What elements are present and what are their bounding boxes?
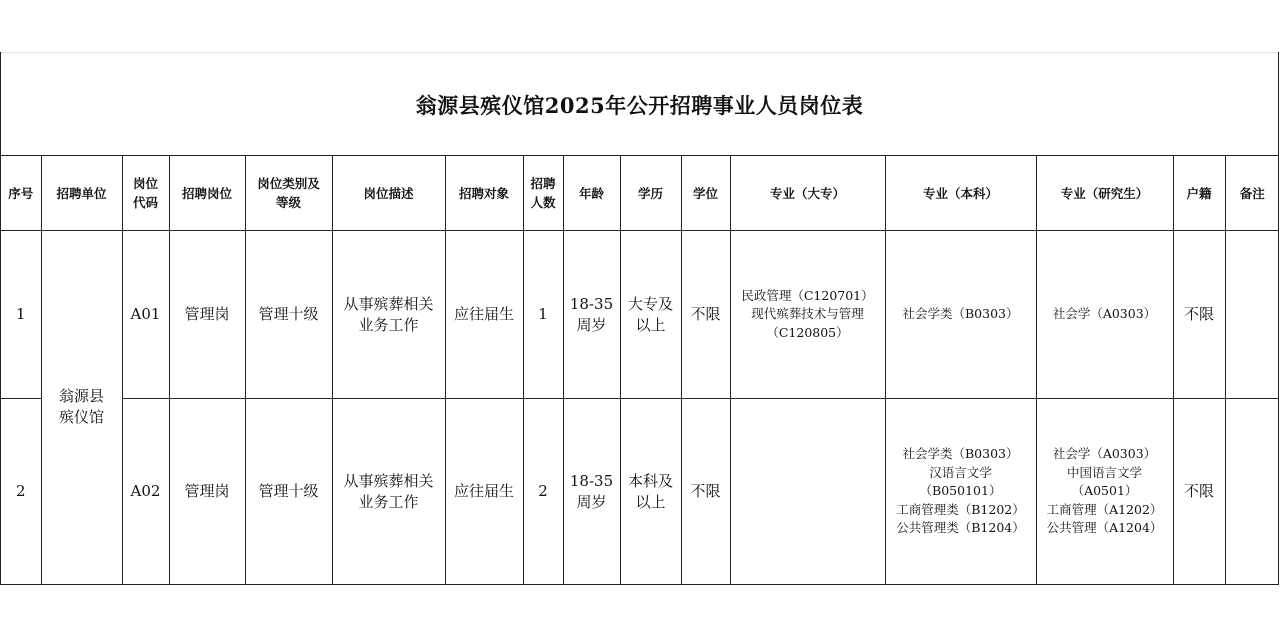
cell-age: 18-35 周岁 (563, 399, 620, 585)
position-table (1, 155, 1279, 585)
cell-target: 应往届生 (445, 399, 523, 585)
cell-major-college: 民政管理（C120701） 现代殡葬技术与管理 （C120805） (730, 231, 885, 399)
header-no: 序号 (1, 156, 41, 231)
cell-note (1225, 231, 1279, 399)
cell-count: 2 (523, 399, 563, 585)
cell-count: 1 (523, 231, 563, 399)
cell-post: 管理岗 (169, 399, 245, 585)
cell-level: 管理十级 (245, 399, 332, 585)
cell-huji: 不限 (1173, 231, 1225, 399)
header-major-college: 专业（大专） (730, 156, 885, 231)
cell-desc: 从事殡葬相关 业务工作 (332, 399, 445, 585)
header-desc: 岗位描述 (332, 156, 445, 231)
cell-note (1225, 399, 1279, 585)
cell-major-bachelor: 社会学类（B0303） (885, 231, 1036, 399)
cell-no: 2 (1, 399, 41, 585)
cell-major-graduate: 社会学（A0303） 中国语言文学 （A0501） 工商管理（A1202） 公共管理（A1204） (1036, 399, 1173, 585)
header-target: 招聘对象 (445, 156, 523, 231)
page-title: 翁源县殡仪馆2025年公开招聘事业人员岗位表 (1, 52, 1278, 156)
table-row (1, 231, 1279, 399)
cell-age: 18-35 周岁 (563, 231, 620, 399)
header-age: 年龄 (563, 156, 620, 231)
cell-target: 应往届生 (445, 231, 523, 399)
header-note: 备注 (1225, 156, 1279, 231)
cell-major-bachelor: 社会学类（B0303） 汉语言文学 （B050101） 工商管理类（B1202） 公共管理类（B1204） (885, 399, 1036, 585)
cell-code: A01 (122, 231, 169, 399)
header-unit: 招聘单位 (41, 156, 122, 231)
cell-education: 本科及 以上 (620, 399, 681, 585)
cell-degree: 不限 (681, 399, 730, 585)
header-level: 岗位类别及 等级 (245, 156, 332, 231)
header-count: 招聘 人数 (523, 156, 563, 231)
cell-no: 1 (1, 231, 41, 399)
cell-code: A02 (122, 399, 169, 585)
recruitment-sheet (0, 52, 1279, 585)
table-header-row (1, 156, 1279, 231)
header-degree: 学位 (681, 156, 730, 231)
header-code: 岗位 代码 (122, 156, 169, 231)
header-post: 招聘岗位 (169, 156, 245, 231)
header-major-bachelor: 专业（本科） (885, 156, 1036, 231)
header-major-graduate: 专业（研究生） (1036, 156, 1173, 231)
cell-major-college (730, 399, 885, 585)
cell-degree: 不限 (681, 231, 730, 399)
header-education: 学历 (620, 156, 681, 231)
cell-post: 管理岗 (169, 231, 245, 399)
cell-level: 管理十级 (245, 231, 332, 399)
cell-major-graduate: 社会学（A0303） (1036, 231, 1173, 399)
table-row (1, 399, 1279, 585)
cell-education: 大专及 以上 (620, 231, 681, 399)
cell-desc: 从事殡葬相关 业务工作 (332, 231, 445, 399)
header-huji: 户籍 (1173, 156, 1225, 231)
cell-huji: 不限 (1173, 399, 1225, 585)
cell-unit: 翁源县 殡仪馆 (41, 231, 122, 585)
